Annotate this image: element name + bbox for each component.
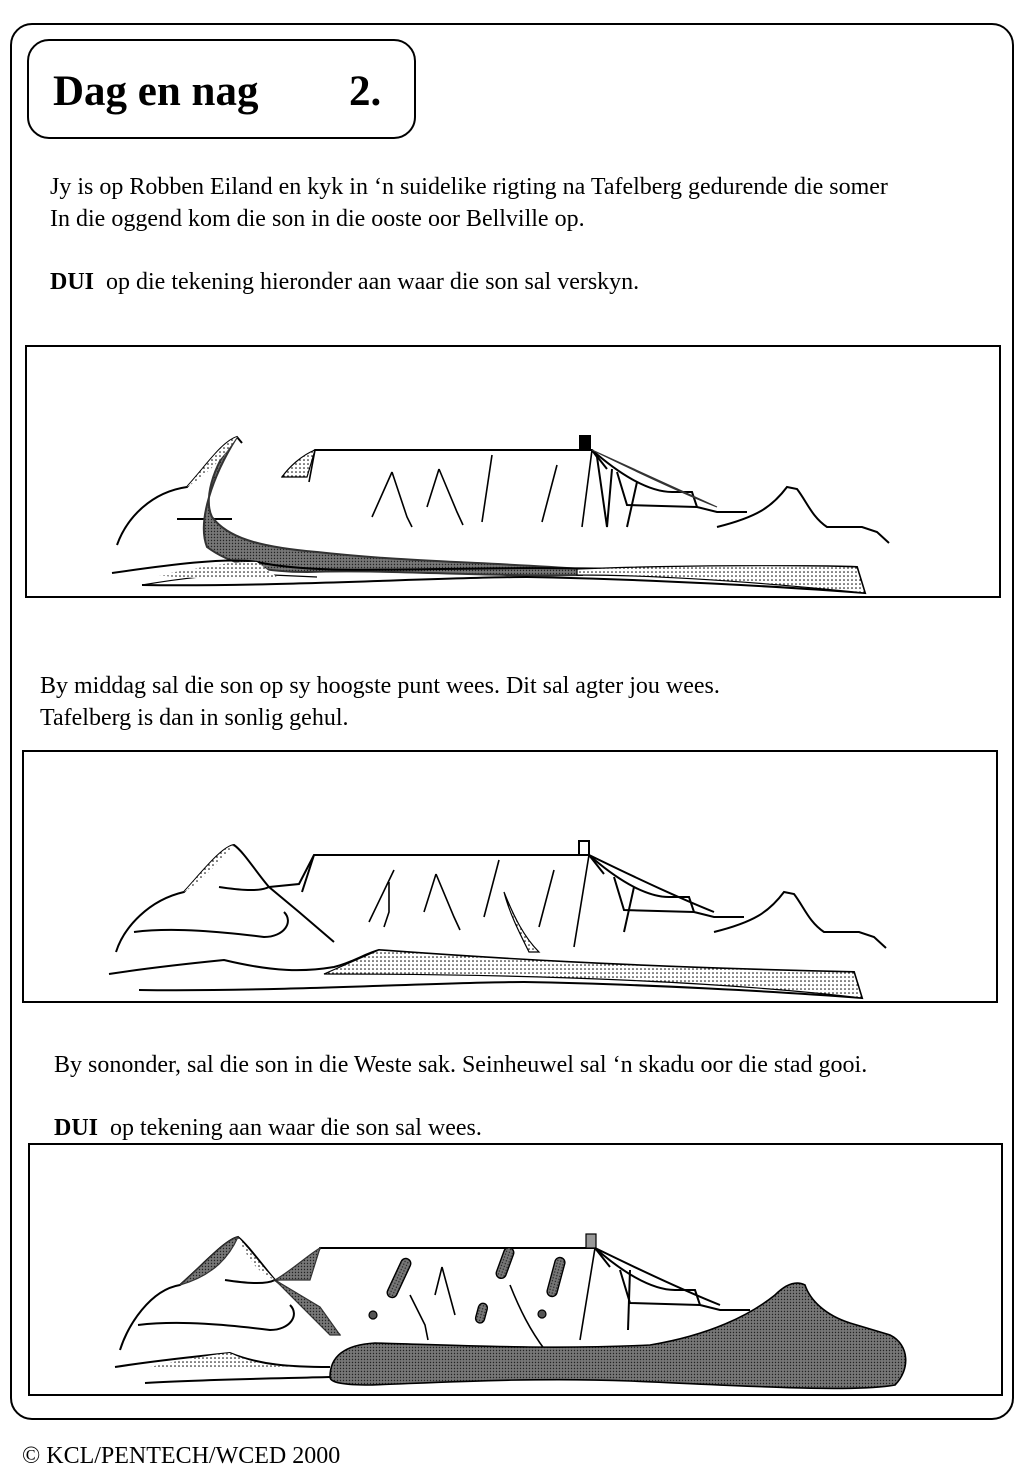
instruction-2-text: op tekening aan waar die son sal wees. <box>110 1115 482 1141</box>
table-mountain-sunset-drawing <box>30 1145 1005 1398</box>
table-mountain-midday-drawing <box>24 752 1000 1005</box>
table-mountain-morning-drawing <box>27 347 1003 600</box>
instruction-1-text: op die tekening hieronder aan waar die son sal verskyn. <box>106 269 640 295</box>
noon-line-2: Tafelberg is dan in sonlig gehul. <box>40 705 349 731</box>
drawing-panel-midday[interactable] <box>22 750 998 1003</box>
instruction-1 <box>50 267 639 297</box>
copyright-notice: © KCL/PENTECH/WCED 2000 <box>22 1443 341 1469</box>
instruction-2-bold: DUI <box>54 1115 99 1141</box>
intro-line-2: In die oggend kom die son in die ooste oor Bellville op. <box>50 206 585 232</box>
noon-line-1: By middag sal die son op sy hoogste punt wees. Dit sal agter jou wees. <box>40 673 720 699</box>
drawing-panel-sunset[interactable] <box>28 1143 1003 1396</box>
worksheet-title: Dag en nag <box>53 68 259 115</box>
sunset-line: By sononder, sal die son in die Weste sak. Seinheuwel sal ‘n skadu oor die stad gooi. <box>54 1052 868 1078</box>
intro-line-1: Jy is op Robben Eiland en kyk in ‘n suidelike rigting na Tafelberg gedurende die somer <box>50 174 888 200</box>
instruction-1-bold: DUI <box>50 269 95 295</box>
instruction-2 <box>54 1113 482 1143</box>
worksheet-number: 2. <box>349 68 382 115</box>
drawing-panel-morning[interactable] <box>25 345 1001 598</box>
